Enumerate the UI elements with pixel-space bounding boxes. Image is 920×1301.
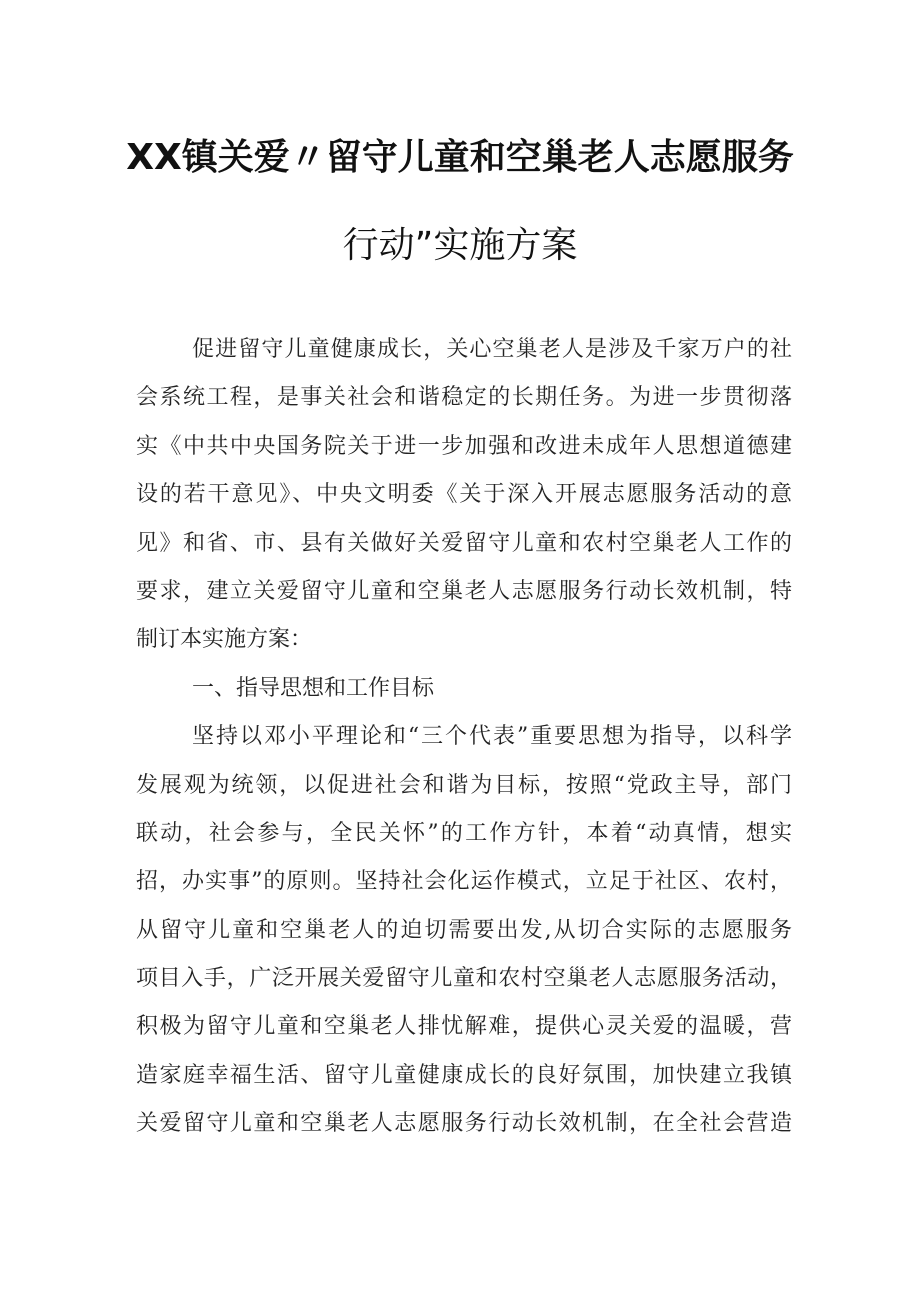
section-heading: 一、指导思想和工作目标 bbox=[192, 675, 435, 701]
body-line: 见》和省、市、县有关做好关爱留守儿童和农村空巢老人工作的 bbox=[136, 530, 792, 556]
body-line: 要求，建立关爱留守儿童和空巢老人志愿服务行动长效机制，特 bbox=[136, 578, 792, 604]
body-line: 会系统工程，是事关社会和谐稳定的长期任务。为进一步贯彻落 bbox=[136, 385, 792, 411]
body-line: 从留守儿童和空巢老人的迫切需要出发,从切合实际的志愿服务 bbox=[136, 917, 792, 943]
body-line: 招，办实事”的原则。坚持社会化运作模式，立足于社区、农村， bbox=[136, 869, 792, 895]
body-line: 实《中共中央国务院关于进一步加强和改进未成年人思想道德建 bbox=[136, 433, 792, 459]
document-title-line-2: 行动”实施方案 bbox=[342, 225, 578, 266]
body-line: 坚持以邓小平理论和“三个代表”重要思想为指导，以科学 bbox=[192, 724, 792, 750]
document-body bbox=[136, 326, 792, 1149]
body-line: 关爱留守儿童和空巢老人志愿服务行动长效机制，在全社会营造 bbox=[136, 1111, 792, 1137]
body-line: 制订本实施方案： bbox=[136, 627, 313, 653]
body-line: 项目入手，广泛开展关爱留守儿童和农村空巢老人志愿服务活动， bbox=[136, 966, 792, 992]
body-line: 设的若干意见》、中央文明委《关于深入开展志愿服务活动的意 bbox=[136, 482, 792, 508]
body-line: 发展观为统领，以促进社会和谐为目标，按照“党政主导，部门 bbox=[136, 772, 792, 798]
document-title-line-1: XX镇关爱〃留守儿童和空巢老人志愿服务 bbox=[126, 137, 794, 178]
body-line: 促进留守儿童健康成长，关心空巢老人是涉及千家万户的社 bbox=[192, 337, 792, 362]
body-line: 积极为留守儿童和空巢老人排忧解难，提供心灵关爱的温暖，营 bbox=[136, 1014, 792, 1040]
body-line: 造家庭幸福生活、留守儿童健康成长的良好氛围，加快建立我镇 bbox=[136, 1062, 792, 1088]
body-line: 联动，社会参与，全民关怀”的工作方针，本着“动真情，想实 bbox=[136, 820, 792, 846]
